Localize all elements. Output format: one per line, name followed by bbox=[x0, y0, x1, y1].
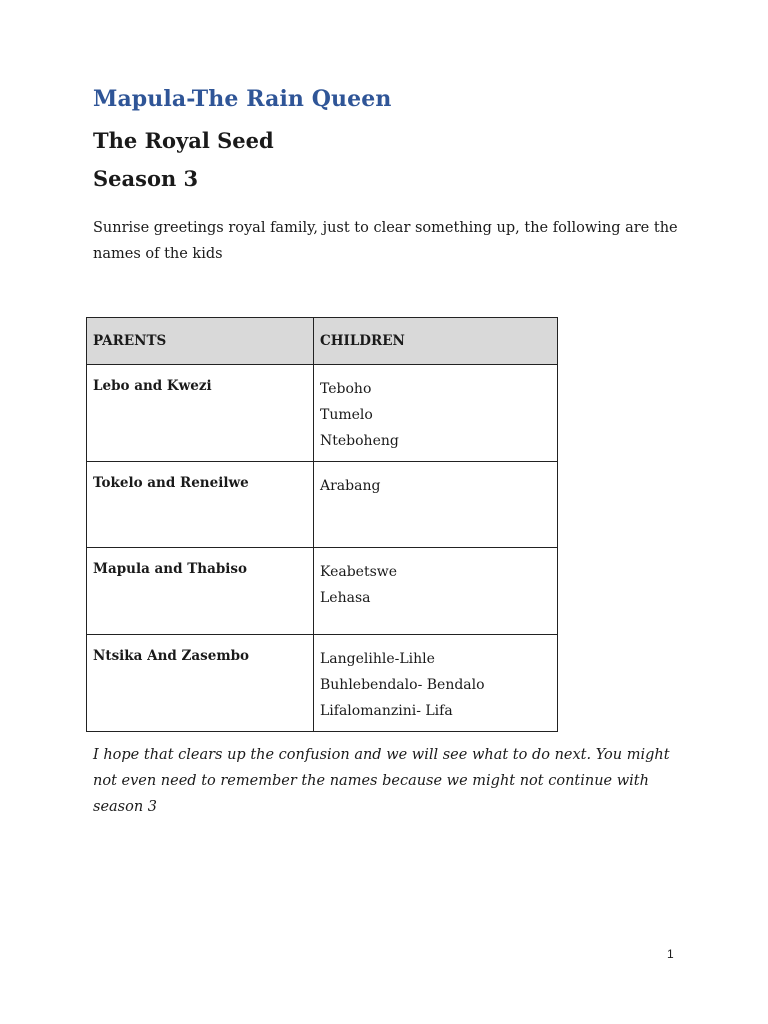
child-name: Arabang bbox=[320, 478, 381, 494]
child-name: Lehasa bbox=[320, 590, 371, 606]
parents-cell: Mapula and Thabiso bbox=[87, 548, 314, 635]
family-table bbox=[86, 317, 558, 732]
parents-cell: Tokelo and Reneilwe bbox=[87, 462, 314, 548]
header-children: CHILDREN bbox=[314, 318, 558, 365]
children-cell bbox=[314, 462, 558, 548]
child-name: Teboho bbox=[320, 381, 372, 397]
closing-paragraph: I hope that clears up the confusion and we will see what to do next. You might not even need to remember the names because we might not continue with season 3 bbox=[93, 747, 670, 815]
children-cell bbox=[314, 365, 558, 462]
table-row bbox=[87, 635, 558, 732]
document-title: Mapula-The Rain Queen bbox=[93, 86, 392, 112]
intro-paragraph: Sunrise greetings royal family, just to clear something up, the following are the names of the kids bbox=[93, 220, 678, 262]
parents-cell: Ntsika And Zasembo bbox=[87, 635, 314, 732]
table-row bbox=[87, 462, 558, 548]
table-header-row bbox=[87, 318, 558, 365]
child-name: Buhlebendalo- Bendalo bbox=[320, 677, 485, 693]
child-name: Lifalomanzini- Lifa bbox=[320, 703, 453, 719]
header-parents: PARENTS bbox=[87, 318, 314, 365]
child-name: Keabetswe bbox=[320, 564, 398, 580]
parents-cell: Lebo and Kwezi bbox=[87, 365, 314, 462]
season-heading: Season 3 bbox=[93, 166, 199, 191]
children-cell bbox=[314, 548, 558, 635]
document-subtitle: The Royal Seed bbox=[93, 128, 274, 153]
table-row bbox=[87, 548, 558, 635]
table-row bbox=[87, 365, 558, 462]
children-cell bbox=[314, 635, 558, 732]
page-number: 1 bbox=[667, 947, 674, 961]
child-name: Tumelo bbox=[320, 407, 373, 423]
child-name: Nteboheng bbox=[320, 433, 399, 449]
child-name: Langelihle-Lihle bbox=[320, 651, 435, 667]
